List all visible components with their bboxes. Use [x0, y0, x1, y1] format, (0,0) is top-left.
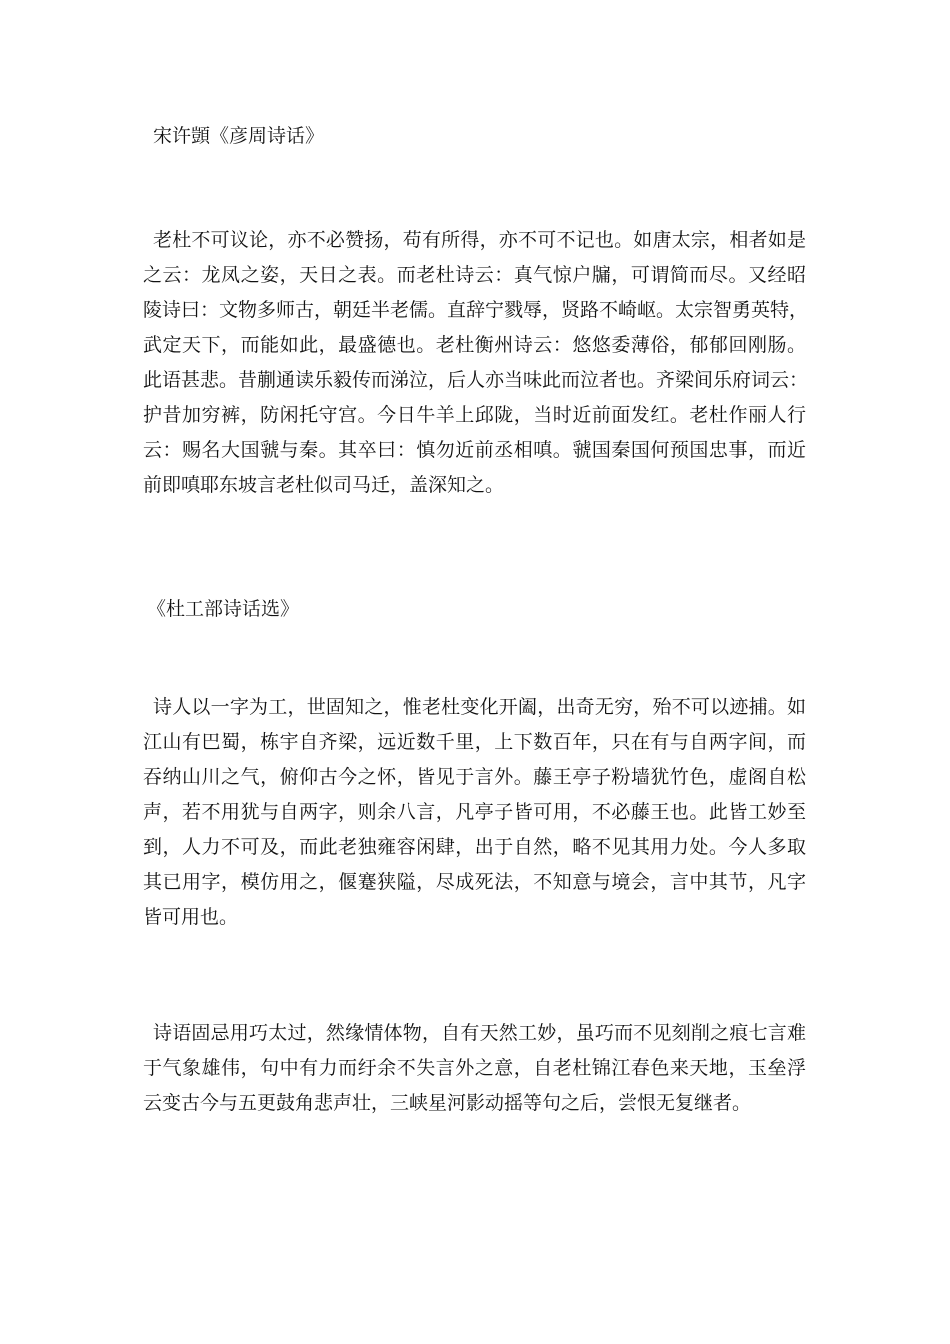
text-line: 声，若不用犹与自两字，则余八言，凡亭子皆可用，不必藤王也。此皆工妙至 [143, 801, 806, 823]
text-line: 前即嗔耶东坡言老杜似司马迁，盖深知之。 [143, 474, 505, 496]
text-line: 江山有巴蜀，栋宇自齐梁，远近数千里，上下数百年，只在有与自两字间，而 [143, 731, 806, 753]
text-line: 其已用字，模仿用之，偃蹇狭隘，尽成死法，不知意与境会，言中其节，凡字 [143, 871, 806, 893]
text-line: 陵诗曰：文物多师古，朝廷半老儒。直辞宁戮辱，贤路不崎岖。太宗智勇英特， [143, 299, 809, 321]
paragraph-2 [143, 690, 806, 935]
paragraph-3 [143, 1016, 806, 1121]
section-heading-du-gongbu-shihua: 《杜工部诗话选》 [147, 598, 300, 620]
text-line: 之云：龙凤之姿，天日之表。而老杜诗云：真气惊户牖，可谓简而尽。又经昭 [143, 264, 806, 286]
text-line: 护昔加穷裤，防闲托守宫。今日牛羊上邱陇，当时近前面发红。老杜作丽人行 [143, 404, 806, 426]
text-line: 皆可用也。 [143, 906, 239, 928]
text-line: 到，人力不可及，而此老独雍容闲肆，出于自然，略不见其用力处。今人多取 [143, 836, 806, 858]
text-line: 云变古今与五更鼓角悲声壮，三峡星河影动摇等句之后，尝恨无复继者。 [143, 1092, 752, 1114]
section-heading-yanzhou-shihua: 宋许顗《彦周诗话》 [153, 125, 325, 147]
paragraph-1 [143, 223, 809, 503]
text-line: 诗语固忌用巧太过，然缘情体物，自有天然工妙，虽巧而不见刻削之痕七言难 [153, 1022, 806, 1044]
text-line: 诗人以一字为工，世固知之，惟老杜变化开阖，出奇无穷，殆不可以迹捕。如 [153, 696, 806, 718]
text-line: 于气象雄伟，句中有力而纡余不失言外之意，自老杜锦江春色来天地，玉垒浮 [143, 1057, 806, 1079]
text-line: 吞纳山川之气，俯仰古今之怀，皆见于言外。藤王亭子粉墙犹竹色，虚阁自松 [143, 766, 806, 788]
text-line: 此语甚悲。昔蒯通读乐毅传而涕泣，后人亦当味此而泣者也。齐梁间乐府词云： [143, 369, 809, 391]
text-line: 老杜不可议论，亦不必赞扬，苟有所得，亦不可不记也。如唐太宗，相者如是 [153, 229, 806, 251]
text-line: 云：赐名大国虢与秦。其卒曰：慎勿近前丞相嗔。虢国秦国何预国忠事，而近 [143, 439, 806, 461]
text-line: 武定天下，而能如此，最盛德也。老杜衡州诗云：悠悠委薄俗，郁郁回刚肠。 [143, 334, 806, 356]
